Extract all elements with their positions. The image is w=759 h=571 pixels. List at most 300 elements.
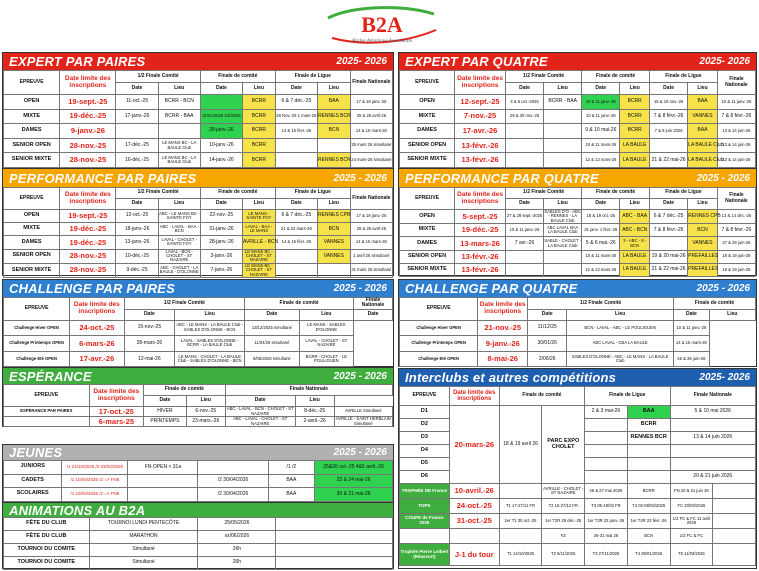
table-cell: 13-févr.-26 xyxy=(455,153,506,168)
table-cell: 9-janv.-26 xyxy=(478,336,528,352)
event-name: SENIOR MIXTE xyxy=(4,153,60,168)
table-row xyxy=(4,109,393,124)
table-cell: 31 janv. 1 févr.-26 xyxy=(582,224,620,237)
table-cell: T4 08/01/2026 xyxy=(627,544,670,566)
table-cell xyxy=(499,484,542,499)
table-row xyxy=(400,351,756,367)
table-cell: 17 & 18 janv.-26 xyxy=(350,95,392,110)
table-row xyxy=(400,263,756,276)
table-cell: SCOLAIRES xyxy=(4,488,62,502)
table-cell: SABLE - CHOLET - LA BAULE Club xyxy=(544,237,582,250)
table-cell xyxy=(128,488,198,502)
table-cell: 12-sept.-25 xyxy=(455,95,506,110)
header-row xyxy=(400,188,756,199)
ligue-date: 2 & 3 mai-26 xyxy=(585,406,628,419)
table-cell: /1 24/10/2025 /2 03/04/2026 xyxy=(62,461,128,475)
table-cell: LE MANS BC - LA BAULE Club xyxy=(158,153,200,168)
table-cell xyxy=(713,514,756,529)
table-cell: COUPE de France 2025 xyxy=(400,514,450,529)
table-cell: 14 & 15 mars-26 xyxy=(350,236,392,249)
table-cell: Simultané xyxy=(89,557,198,570)
table-cell: BCRR - CHOLET - LE POULIGUEN xyxy=(299,351,353,367)
stage-header: Finale Nationale xyxy=(717,71,755,95)
table-cell: BCN xyxy=(317,124,350,139)
panel-title: EXPERT PAR PAIRES xyxy=(9,54,146,69)
event-name: MIXTE xyxy=(400,224,455,237)
event-name: SENIOR MIXTE xyxy=(400,263,455,276)
expert-paires-header xyxy=(3,53,393,70)
panel-year: 2025 - 2026 xyxy=(333,447,387,458)
table-cell: Trophée Pierre Leibert (Réassort) xyxy=(400,544,450,566)
table-cell xyxy=(713,499,756,514)
table-row xyxy=(4,124,393,139)
ligue-lieu: RENNES BCR xyxy=(627,432,670,445)
panel-title: CHALLENGE PAR QUATRE xyxy=(405,281,578,296)
stage-header: Finale Nationale xyxy=(717,188,755,210)
event-name: MIXTE xyxy=(4,223,60,236)
expert-paires-table xyxy=(3,70,393,168)
esperance-panel xyxy=(2,367,394,427)
jeunes-table xyxy=(3,460,393,502)
table-cell: 7 & 8 févr.-26 xyxy=(717,224,755,237)
chal-quatre-table xyxy=(399,297,756,367)
table-cell: JUNIORS xyxy=(4,461,62,475)
table-row xyxy=(400,95,756,110)
panel-year: 2025 - 2026 xyxy=(696,172,750,184)
table-cell: 12 & 13 mars-26 xyxy=(582,153,620,168)
subheader-cell: Lieu xyxy=(158,83,200,95)
perf-quatre-header xyxy=(399,169,756,187)
panel-year: 2025 - 2026 xyxy=(333,370,387,382)
table-row xyxy=(4,210,393,223)
subheader-cell: Date xyxy=(144,396,187,407)
subheader-cell: Lieu xyxy=(544,83,582,95)
table-cell xyxy=(116,124,158,139)
table-cell: 13-févr.-26 xyxy=(455,138,506,153)
interclubs-header xyxy=(399,369,756,386)
table-cell: 1er T1 30 oct.-25 xyxy=(499,514,542,529)
stage-header: Finale de comité xyxy=(499,387,584,406)
table-cell: 19-déc.-25 xyxy=(60,223,116,236)
table-cell: J-1 du tour xyxy=(449,544,499,566)
table-cell: Simultané xyxy=(89,544,198,557)
table-cell: 13-janv.-26 xyxy=(116,236,158,249)
animations-table xyxy=(3,517,393,570)
table-cell: LE MANS BC - LA BAULE Club xyxy=(158,138,200,153)
table-cell: 9-déc.-25 xyxy=(116,263,158,277)
table-cell: 17-avr.-26 xyxy=(70,351,124,367)
table-cell: 10 & 11 janv.-26 xyxy=(582,109,620,124)
table-row xyxy=(4,488,393,502)
table-cell xyxy=(449,529,499,544)
stage-header: Finale Nationale xyxy=(225,385,392,396)
nationale-date xyxy=(670,458,755,471)
epreuve-header: EPREUVE xyxy=(400,71,455,95)
table-cell: VANNES xyxy=(317,236,350,249)
table-cell: 7 & 8 févr.-26 xyxy=(650,224,688,237)
event-name: SENIOR OPEN xyxy=(400,138,455,153)
event-name: SENIOR MIXTE xyxy=(4,263,60,277)
event-name xyxy=(4,417,90,427)
deadline-header: Date limite des inscriptions xyxy=(455,188,506,210)
table-cell: 1er T3R 23 janv.-26 xyxy=(585,514,628,529)
stage-header: Finale de Ligue xyxy=(650,71,718,83)
stage-header: Finale Nationale xyxy=(354,298,393,310)
table-cell: 15 & 16 nov.-25 xyxy=(650,95,688,110)
table-cell: 26-31 mai 26 xyxy=(585,529,628,544)
table-cell: 26h xyxy=(198,544,276,557)
table-cell xyxy=(275,138,317,153)
table-cell: BAA xyxy=(688,124,718,139)
table-cell: 26h xyxy=(198,557,276,570)
table-cell: 30/01/26 xyxy=(528,336,567,352)
table-cell: 19-sept.-25 xyxy=(60,95,116,110)
deadline-header: Date limite des inscriptions xyxy=(60,71,116,95)
table-cell: 6-nov.-25 xyxy=(186,407,225,417)
stage-header: Finale de comité xyxy=(144,385,226,396)
table-cell xyxy=(158,124,200,139)
table-cell: LE MANS - SAINTE FOY xyxy=(242,210,275,223)
table-cell: BCRR xyxy=(242,95,275,110)
subheader-cell: Lieu xyxy=(186,396,225,407)
event-name: Challenge Eté OPEN xyxy=(400,351,478,367)
table-cell: BAA xyxy=(268,474,315,488)
table-cell: LA BAULE xyxy=(620,263,650,276)
table-cell: 13-févr.-26 xyxy=(455,263,506,276)
table-cell: 7 & 8 févr.-26 xyxy=(650,109,688,124)
table-cell: 22-nov.-25 xyxy=(200,210,242,223)
epreuve-header: EPREUVE xyxy=(4,298,70,321)
interclubs-panel xyxy=(398,368,757,569)
table-cell: 18-janv.-26 xyxy=(116,223,158,236)
table-cell: 28-mars-26 xyxy=(124,336,175,352)
table-cell: LE MANS - CHOLET - LA BAULE Club - SABLES D'OLONNE - BCN xyxy=(175,351,245,367)
table-cell: ABC - LAVAL - CHOLET - ST NAZAIRE xyxy=(225,417,295,427)
table-cell: 14 & 15 févr.-26 xyxy=(275,124,317,139)
stage-header: Finale de comité xyxy=(582,71,650,83)
stage-header: Finale de comité xyxy=(200,71,275,83)
table-cell: 6 & 7 déc.-25 xyxy=(275,210,317,223)
table-cell: /1 10/04/2026 /2 => FN8 xyxy=(62,488,128,502)
subheader-cell: Date xyxy=(116,83,158,95)
table-cell: T3 27/11/2025 xyxy=(585,544,628,566)
table-cell: T3 05-19/03 FR xyxy=(585,499,628,514)
subheader-cell: Lieu xyxy=(175,309,245,320)
table-cell xyxy=(505,250,543,263)
table-cell: 25/05/2026 xyxy=(198,518,276,531)
table-cell: LAVAL - CHOLET - SAINTE FOY xyxy=(158,236,200,249)
stage-header: 1/2 Finale Comité xyxy=(116,188,200,199)
table-cell xyxy=(544,124,582,139)
division-name: D5 xyxy=(400,458,450,471)
table-cell: 25 & 26 avril-26 xyxy=(350,223,392,236)
table-cell xyxy=(585,445,628,458)
stage-header: 1/2 Finale Comité xyxy=(505,71,581,83)
table-cell: FÊTE DU CLUB xyxy=(4,531,90,544)
table-cell: ABC - LE MANS BC - SAINTE FOY xyxy=(158,210,200,223)
table-cell: 25 & 26 avril-26 xyxy=(350,109,392,124)
table-cell xyxy=(276,557,393,570)
table-cell: RENNES BCR xyxy=(317,153,350,168)
subheader-cell: Lieu xyxy=(317,199,350,210)
table-cell: RENNES CPB xyxy=(688,210,718,224)
table-cell xyxy=(544,263,582,276)
table-cell xyxy=(275,249,317,263)
subheader-cell: Lieu xyxy=(620,83,650,95)
table-cell: CADETS xyxy=(4,474,62,488)
table-cell: 6/06/2026 simultané xyxy=(245,351,299,367)
table-cell: 11-oct.-25 xyxy=(116,95,158,110)
subheader-cell: Date xyxy=(354,309,393,320)
subheader-cell: Date xyxy=(225,396,295,407)
table-cell: BAA xyxy=(688,95,718,110)
subheader-cell: Lieu xyxy=(544,199,582,210)
table-cell: FC 20/03/2026 xyxy=(670,499,713,514)
table-row xyxy=(400,237,756,250)
table-cell: T1 17-27/11 FR xyxy=(499,499,542,514)
extra-row xyxy=(400,499,756,514)
table-cell: 18 & 19 oct.-25 xyxy=(582,210,620,224)
table-cell: 12-mai-26 xyxy=(124,351,175,367)
subheader-cell: Date xyxy=(200,199,242,210)
event-name: DAMES xyxy=(4,124,60,139)
table-row xyxy=(4,153,393,168)
division-row xyxy=(400,406,756,419)
subheader-cell: Date xyxy=(116,199,158,210)
table-cell: BCRR - BAA xyxy=(158,109,200,124)
event-name: SENIOR OPEN xyxy=(4,138,60,153)
stage-header: Finale Nationale xyxy=(350,188,392,210)
stage-header: Finale de comité xyxy=(245,298,354,310)
table-cell xyxy=(276,518,393,531)
table-cell: 1 avril 26 simultané xyxy=(350,249,392,263)
table-row xyxy=(400,109,756,124)
header-row xyxy=(4,298,393,310)
expert-quatre-panel xyxy=(398,52,757,168)
stage-header: Finale de Ligue xyxy=(275,188,350,199)
table-cell: 31-oct.-25 xyxy=(449,514,499,529)
table-cell: 6-mars-26 xyxy=(70,336,124,352)
table-row xyxy=(4,138,393,153)
table-cell: 21 & 22 mai-26 xyxy=(650,153,688,168)
panel-year: 2025- 2026 xyxy=(336,56,387,67)
stage-header: EPREUVE xyxy=(400,387,450,406)
table-cell: T4 02-08/03/2026 xyxy=(627,499,670,514)
event-name: SENIOR OPEN xyxy=(4,249,60,263)
table-cell: 17-avr.-26 xyxy=(455,124,506,139)
table-cell: 31/01/2026 1/2/2026 xyxy=(200,109,242,124)
table-cell: SABLES D'O - ABC - RENNES - LA BAULE Club xyxy=(544,209,581,223)
table-cell xyxy=(317,138,350,153)
nationale-date: 5 & 10 mai 2026 xyxy=(670,406,755,419)
table-row xyxy=(4,461,393,475)
table-cell: 6 & 7 déc.-25 xyxy=(650,210,688,224)
table-cell: ABC - BCN xyxy=(620,224,650,237)
table-cell: 14-janv.-26 xyxy=(200,153,242,168)
table-cell xyxy=(200,95,242,110)
table-cell: TOPS xyxy=(400,499,450,514)
table-row xyxy=(400,210,756,224)
table-cell: VANNES xyxy=(688,237,718,250)
panel-year: 2025- 2026 xyxy=(699,372,750,383)
table-cell: LA BAULE xyxy=(620,138,650,153)
stage-header: Finale de comité xyxy=(582,188,650,199)
header-row xyxy=(4,188,393,199)
table-cell: 7-nov.-25 xyxy=(455,109,506,124)
animations-panel xyxy=(2,502,394,569)
ligue-date xyxy=(585,419,628,432)
table-cell: LAVAL - BAA - LE MANS xyxy=(242,223,275,236)
table-cell: 13 & 14 juin-26 xyxy=(717,124,755,139)
table-cell xyxy=(198,461,268,475)
table-cell: 2/06/26 xyxy=(528,351,567,367)
division-name: D4 xyxy=(400,445,450,458)
table-cell: BCN xyxy=(317,223,350,236)
table-cell: FÊTE DU CLUB xyxy=(4,518,90,531)
chal-quatre-panel xyxy=(398,279,757,367)
table-cell xyxy=(276,544,393,557)
table-cell: 28-nov.-25 xyxy=(60,153,116,168)
perf-paires-header xyxy=(3,169,393,187)
table-cell: /2 30/04/2026 xyxy=(198,474,268,488)
table-cell: 28-nov.-25 xyxy=(60,138,116,153)
stage-header: Finale de Ligue xyxy=(275,71,350,83)
table-row xyxy=(4,557,393,570)
event-name: DAMES xyxy=(400,124,455,139)
stage-header: 1/2 Finale Comité xyxy=(528,298,674,310)
table-cell: 11/04/26 simultané xyxy=(245,336,299,352)
table-cell: 19-déc.-25 xyxy=(60,236,116,249)
table-cell xyxy=(275,153,317,168)
comite-date: 18 & 19 avril 26 xyxy=(499,406,542,484)
subheader-cell: Date xyxy=(505,83,543,95)
table-cell xyxy=(713,529,756,544)
table-cell xyxy=(585,471,628,484)
table-cell: 12 & 13 mars-26 xyxy=(582,263,620,276)
subheader-cell: Date xyxy=(650,199,688,210)
event-name: DAMES xyxy=(400,237,455,250)
panel-year: 2025- 2026 xyxy=(699,56,750,67)
table-cell xyxy=(400,529,450,544)
table-cell: BCN - LAVAL - ABC - LE POULIGUEN xyxy=(567,320,674,336)
table-cell: 7 & 8 juin 2026 xyxy=(650,124,688,139)
event-name: OPEN xyxy=(400,210,455,224)
event-name: OPEN xyxy=(400,95,455,110)
table-cell: 17-janv.-26 xyxy=(116,109,158,124)
table-cell: 10-déc.-25 xyxy=(116,249,158,263)
table-cell: 19-déc.-25 xyxy=(60,109,116,124)
panel-title: ANIMATIONS AU B2A xyxy=(9,502,146,518)
header-row xyxy=(400,387,756,406)
table-cell: 14 & 15 mars-26 xyxy=(674,336,710,352)
expert-quatre-header xyxy=(399,53,756,70)
panel-title: Interclubs et autres compétitions xyxy=(405,370,617,385)
table-cell: HIVER xyxy=(144,407,187,417)
table-cell: BCRR - BAA xyxy=(544,95,582,110)
chal-quatre-header xyxy=(399,280,756,297)
epreuve-header: EPREUVE xyxy=(4,385,90,407)
subheader-cell: Lieu xyxy=(242,199,275,210)
table-cell: ABC LAVAL BAA LA BAULE Club xyxy=(544,224,582,237)
table-cell: 27 & 28 sept.-2025 xyxy=(505,210,543,224)
logo-subtitle: Bridge Atlantique Association xyxy=(351,39,413,44)
table-cell: 21-nov.-25 xyxy=(478,320,528,336)
table-cell: RENNES CPB xyxy=(317,210,350,223)
table-cell: AVRILLE Simultané xyxy=(334,407,392,417)
table-cell: MARATHON xyxy=(89,531,198,544)
table-cell: 17-déc.-25 xyxy=(116,138,158,153)
event-name: OPEN xyxy=(4,210,60,223)
event-name: Challenge Hiver OPEN xyxy=(400,320,478,336)
panel-title: CHALLENGE PAR PAIRES xyxy=(9,281,176,296)
ligue-lieu: BAA xyxy=(627,406,670,419)
extra-row xyxy=(400,544,756,566)
stage-header: Finale Nationale xyxy=(670,387,755,406)
table-cell: 5 & 6 mai.-26 xyxy=(582,237,620,250)
stage-header: Finale de Ligue xyxy=(585,387,670,406)
nationale-date: 20 & 21 juin 2026 xyxy=(670,471,755,484)
subheader-cell: Date xyxy=(275,199,317,210)
header-row xyxy=(4,71,393,83)
table-cell: 24-oct.-25 xyxy=(70,320,124,336)
stage-header: 1/2 Finale Comité xyxy=(116,71,200,83)
table-cell: 10 & 11 janv.-26 xyxy=(582,95,620,110)
table-row xyxy=(4,249,393,263)
event-name: Challenge Hiver OPEN xyxy=(4,320,70,336)
stage-header: Date limite des inscriptions xyxy=(449,387,499,406)
subheader-cell: Date xyxy=(582,83,620,95)
subheader-cell: Lieu xyxy=(567,309,674,320)
table-cell: ABC - LAVAL - BCN - CHOLET - ST NAZAIRE xyxy=(226,406,294,416)
table-cell: 5-sept.-25 xyxy=(455,210,506,224)
table-cell: AVRILLE - CHOLET - ST NAZAIRE xyxy=(542,484,585,499)
deadline-header: Date limite des inscriptions xyxy=(60,188,116,210)
event-name: DAMES xyxy=(4,236,60,249)
table-cell: 28-nov.-25 xyxy=(60,263,116,277)
table-cell: BCRR xyxy=(627,484,670,499)
table-cell xyxy=(627,471,670,484)
table-cell: 13-mars-26 xyxy=(455,237,506,250)
interclubs-deadline: 20-mars-26 xyxy=(449,406,499,484)
table-cell: T2 15-27/12 FR xyxy=(542,499,585,514)
panel-year: 2025 - 2026 xyxy=(333,172,387,184)
table-cell: 28 Nov.-26 1 mars-26 xyxy=(275,109,317,124)
table-cell xyxy=(505,153,543,168)
table-cell: 13/12/2025 simultané xyxy=(245,320,299,336)
epreuve-header: EPREUVE xyxy=(4,71,60,95)
table-row xyxy=(4,223,393,236)
table-cell: T5 11/03/2026 xyxy=(670,544,713,566)
subheader-cell: Date xyxy=(275,83,317,95)
table-cell: 24-oct.-25 xyxy=(449,499,499,514)
table-cell: ABC - CHOLET - LA BAULE - D'OLONNE xyxy=(158,263,200,277)
table-cell: LAVAL - BCN - CHOLET - ST NAZAIRE xyxy=(158,249,200,263)
table-cell: RENNES BCR xyxy=(317,109,350,124)
subheader-cell: Date xyxy=(200,83,242,95)
subheader-cell: Date xyxy=(505,199,543,210)
table-row xyxy=(4,236,393,249)
table-cell: BCN xyxy=(627,529,670,544)
table-cell: 3-janv.-26 xyxy=(200,249,242,263)
table-cell: 6 & 7 déc.-25 xyxy=(275,95,317,110)
table-cell xyxy=(499,529,542,544)
table-cell: 8-mai-26 xyxy=(478,351,528,367)
table-cell: 18 & 19 juin-26 xyxy=(717,250,755,263)
table-cell: 29 & 30 nov.-25 xyxy=(505,109,543,124)
table-cell: LA BAULE Club xyxy=(688,138,718,153)
table-cell: 28-janv.-26 xyxy=(200,236,242,249)
table-cell: BCRR - BCN xyxy=(158,95,200,110)
